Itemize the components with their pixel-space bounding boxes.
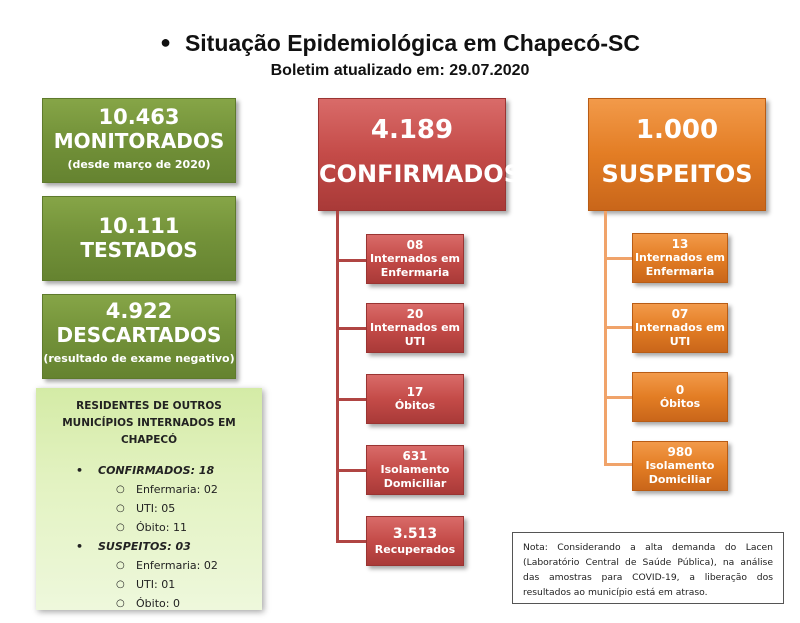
- item-text: Óbito: 11: [136, 521, 187, 534]
- monitorados-note: (desde março de 2020): [67, 158, 211, 171]
- stat-label: Óbitos: [394, 399, 436, 412]
- confirmados-obitos: [366, 374, 464, 424]
- testados-card: [42, 196, 236, 281]
- list-item: [36, 480, 262, 499]
- residentes-title-line: CHAPECÓ: [120, 434, 178, 446]
- stat-label: Óbitos: [659, 397, 701, 410]
- circle-bullet-icon: ○: [116, 560, 125, 571]
- list-item: [36, 556, 262, 575]
- title-text: Situação Epidemiológica em Chapecó-SC: [184, 30, 640, 56]
- residentes-suspeitos: [36, 537, 262, 556]
- suspeitos-isolamento: [632, 441, 728, 491]
- stat-value: 08: [406, 238, 424, 252]
- group-label: SUSPEITOS: 03: [98, 540, 191, 553]
- circle-bullet-icon: ○: [116, 598, 125, 609]
- tree-connector: [336, 398, 366, 401]
- item-text: UTI: 05: [136, 502, 176, 515]
- stat-label: Isolamento Domiciliar: [645, 459, 715, 486]
- bullet-icon: ●: [160, 32, 171, 52]
- residentes-confirmados: [36, 461, 262, 480]
- testados-label: TESTADOS: [80, 238, 198, 262]
- stat-label: Recuperados: [374, 542, 456, 556]
- stat-value: 20: [406, 307, 424, 321]
- monitorados-card: [42, 98, 236, 183]
- stat-value: 07: [671, 307, 689, 321]
- tree-connector: [604, 326, 632, 329]
- suspeitos-uti: [632, 303, 728, 353]
- bullet-icon: •: [76, 464, 84, 477]
- descartados-label: DESCARTADOS: [56, 323, 222, 347]
- residentes-title: [36, 398, 262, 449]
- tree-connector: [604, 396, 632, 399]
- list-item: [36, 499, 262, 518]
- descartados-value: 4.922: [105, 299, 173, 323]
- tree-connector: [604, 257, 632, 260]
- tree-connector: [336, 540, 366, 543]
- confirmados-label: CONFIRMADOS: [319, 160, 521, 188]
- tree-connector: [336, 327, 366, 330]
- confirmados-value: 4.189: [370, 115, 454, 145]
- confirmados-uti: [366, 303, 464, 353]
- circle-bullet-icon: ○: [116, 522, 125, 533]
- stat-value: 3.513: [392, 525, 438, 542]
- stat-value: 980: [667, 445, 693, 459]
- item-text: UTI: 01: [136, 578, 176, 591]
- page-title: [0, 30, 800, 57]
- stat-value: 631: [402, 449, 428, 463]
- descartados-card: [42, 294, 236, 379]
- residentes-title-line: RESIDENTES DE OUTROS: [76, 400, 222, 412]
- tree-connector: [336, 469, 366, 472]
- bullet-icon: •: [76, 540, 84, 553]
- suspeitos-value: 1.000: [635, 115, 719, 145]
- tree-connector: [336, 259, 366, 262]
- bulletin-date: Boletim atualizado em: 29.07.2020: [270, 62, 530, 79]
- circle-bullet-icon: ○: [116, 484, 125, 495]
- residentes-title-line: MUNICÍPIOS INTERNADOS EM: [62, 417, 236, 429]
- list-item: [36, 594, 262, 613]
- group-label: CONFIRMADOS: 18: [98, 464, 215, 477]
- suspeitos-obitos: [632, 372, 728, 422]
- stat-label: Internados em UTI: [634, 321, 726, 348]
- residentes-box: [36, 388, 262, 610]
- tree-connector: [604, 463, 632, 466]
- item-text: Enfermaria: 02: [136, 483, 218, 496]
- suspeitos-label: SUSPEITOS: [601, 160, 753, 188]
- confirmados-isolamento: [366, 445, 464, 495]
- stat-label: Internados em UTI: [369, 321, 461, 348]
- suspeitos-card: [588, 98, 766, 211]
- residentes-list: [36, 461, 262, 613]
- item-text: Enfermaria: 02: [136, 559, 218, 572]
- stat-value: 17: [406, 385, 424, 399]
- stat-value: 0: [675, 383, 685, 397]
- stat-label: Internados em Enfermaria: [369, 252, 461, 279]
- descartados-note: (resultado de exame negativo): [43, 352, 235, 365]
- stat-label: Internados em Enfermaria: [634, 251, 726, 278]
- stat-label: Isolamento Domiciliar: [380, 463, 450, 490]
- stat-value: 13: [671, 237, 689, 251]
- monitorados-value: 10.463: [98, 105, 180, 129]
- confirmados-card: [318, 98, 521, 211]
- circle-bullet-icon: ○: [116, 503, 125, 514]
- monitorados-label: MONITORADOS: [53, 129, 225, 153]
- tree-connector: [604, 211, 607, 465]
- list-item: [36, 518, 262, 537]
- suspeitos-enfermaria: [632, 233, 728, 283]
- circle-bullet-icon: ○: [116, 579, 125, 590]
- confirmados-recuperados: [366, 516, 464, 566]
- item-text: Óbito: 0: [136, 597, 180, 610]
- testados-value: 10.111: [98, 214, 180, 238]
- list-item: [36, 575, 262, 594]
- note-box: Nota: Considerando a alta demanda do Lacen (Laboratório Central de Saúde Pública), na análise das amostras para COVID-19, a liberação dos resultados ao município está em atraso.: [512, 532, 784, 604]
- confirmados-enfermaria: [366, 234, 464, 284]
